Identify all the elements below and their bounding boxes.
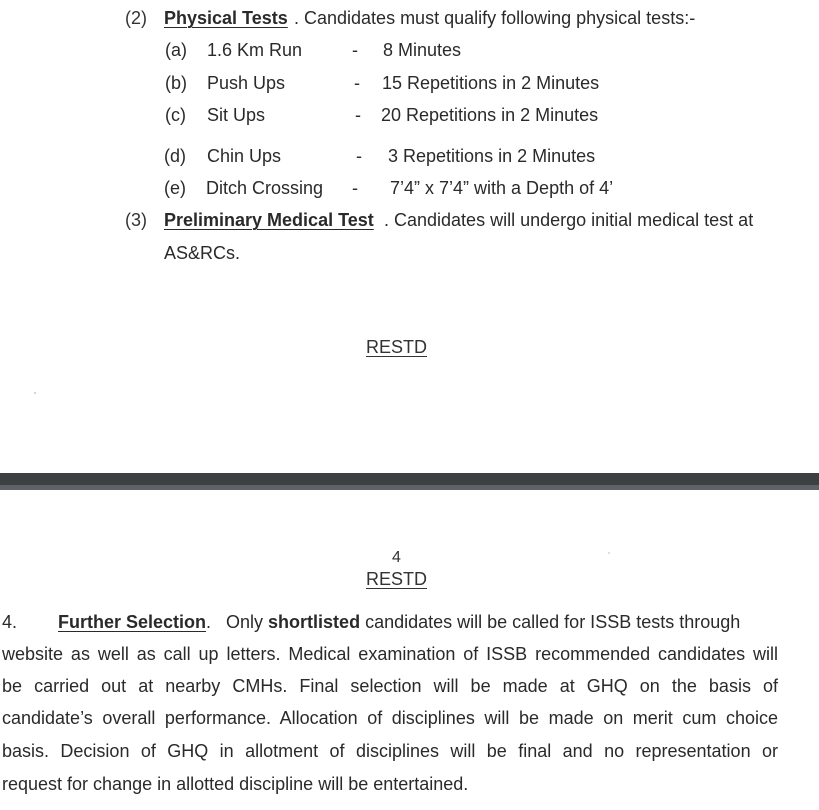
physical-tests-heading: Physical Tests [164,8,288,28]
para-4-number: 4. [2,612,18,632]
test-dash: - [352,40,358,60]
test-letter: (a) [165,40,187,60]
test-value: 3 Repetitions in 2 Minutes [388,146,596,166]
test-letter: (b) [165,73,187,93]
preliminary-medical-test-continuation: AS&RCs. [164,243,241,263]
test-value: 7’4” x 7’4” with a Depth of 4’ [390,178,614,198]
test-value: 8 Minutes [383,40,462,60]
scan-speck [34,392,36,394]
test-name: Sit Ups [207,105,266,125]
page-separator [0,473,819,490]
bottom-page [0,490,819,810]
test-name: Chin Ups [207,146,282,166]
item-2-number: (2) [125,8,147,28]
physical-tests-intro: . Candidates must qualify following physical tests:- [294,8,696,28]
para-4-line1-rest: candidates will be called for ISSB tests through [360,612,741,632]
test-name: Ditch Crossing [206,178,324,198]
test-letter: (c) [165,105,186,125]
para-line [2,611,778,633]
preliminary-medical-test-text: . Candidates will undergo initial medical test at [384,210,754,230]
test-name: 1.6 Km Run [207,40,303,60]
further-selection-heading: Further Selection [58,612,207,632]
test-letter: (d) [164,146,186,166]
para-line: basis. Decision of GHQ in allotment of disciplines will be final and no representation or [2,741,778,761]
test-value: 20 Repetitions in 2 Minutes [381,105,599,125]
top-footer-restd: RESTD [366,337,428,357]
test-dash: - [356,146,362,166]
preliminary-medical-test-heading: Preliminary Medical Test [164,210,374,230]
test-dash: - [354,73,360,93]
item-3-number: (3) [125,210,147,230]
test-dash: - [355,105,361,125]
para-4-after-heading: . Only [206,612,269,632]
test-dash: - [352,178,358,198]
para-line: candidate’s overall performance. Allocation of disciplines will be made on merit cum choice [2,708,778,728]
test-letter: (e) [164,178,186,198]
test-name: Push Ups [207,73,286,93]
para-line: website as well as call up letters. Medical examination of ISSB recommended candidates will [2,644,778,664]
shortlisted-word: shortlisted [268,612,361,632]
scan-speck [608,552,610,554]
bottom-header-restd: RESTD [366,569,428,589]
test-value: 15 Repetitions in 2 Minutes [382,73,600,93]
para-line: be carried out at nearby CMHs. Final selection will be made at GHQ on the basis of [2,676,778,696]
page-number: 4 [392,549,401,566]
para-line: request for change in allotted discipline will be entertained. [2,774,469,794]
